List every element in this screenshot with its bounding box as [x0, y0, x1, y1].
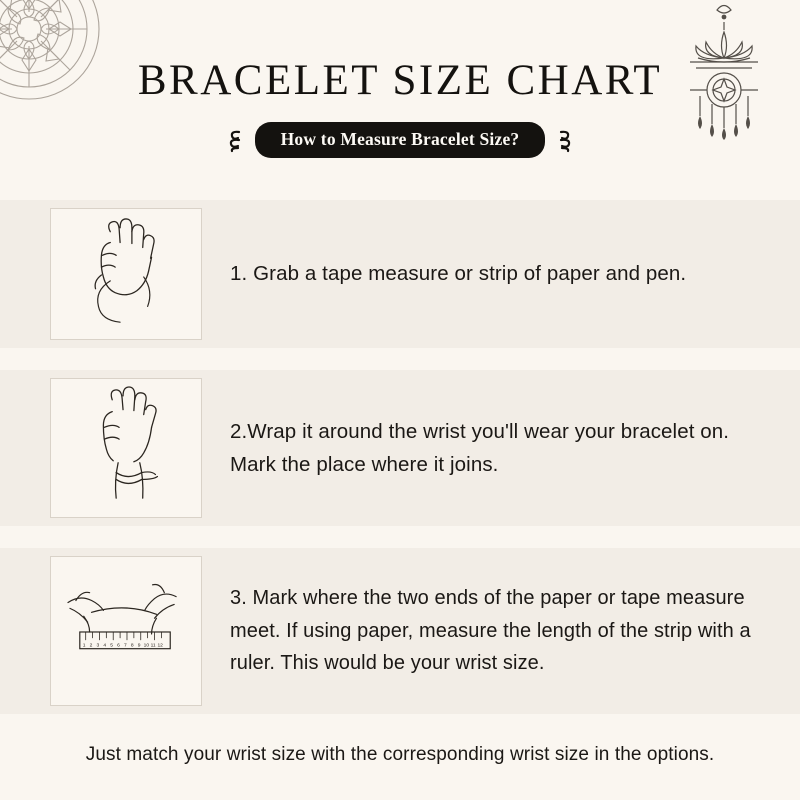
wrist-wrapped-with-tape-illustration: [50, 378, 202, 518]
step-text: 3. Mark where the two ends of the paper or tape measure meet. If using paper, measure the length of the strip with a ruler. This would be your wrist size.: [230, 587, 751, 675]
subtitle-row: [0, 122, 800, 158]
steps-list: [0, 200, 800, 736]
list-item: [0, 200, 800, 348]
swirl-flourish-icon: [217, 127, 243, 153]
svg-text:4: 4: [103, 643, 107, 649]
svg-text:2: 2: [89, 643, 93, 649]
how-to-measure-pill: How to Measure Bracelet Size?: [255, 122, 546, 158]
step-text: 1. Grab a tape measure or strip of paper and pen.: [230, 262, 687, 286]
hands-measuring-strip-with-ruler-illustration: [50, 556, 202, 706]
svg-text:7: 7: [124, 643, 127, 649]
list-item: [0, 370, 800, 526]
list-item: [0, 548, 800, 714]
svg-text:8: 8: [130, 643, 134, 649]
footer-note: Just match your wrist size with the corresponding wrist size in the options.: [85, 744, 715, 765]
page-title: BRACELET SIZE CHART: [137, 57, 663, 104]
svg-text:12: 12: [157, 643, 163, 649]
svg-text:1: 1: [82, 643, 86, 649]
step-text: 2.Wrap it around the wrist you'll wear your bracelet on. Mark the place where it joins.: [230, 419, 730, 476]
hand-holding-tape-measure-illustration: [50, 208, 202, 340]
svg-text:10: 10: [143, 643, 150, 649]
swirl-flourish-icon: [557, 127, 583, 153]
svg-text:9: 9: [137, 643, 141, 649]
svg-text:6: 6: [117, 643, 120, 649]
svg-text:11: 11: [150, 643, 156, 649]
svg-text:5: 5: [110, 643, 114, 649]
svg-text:3: 3: [96, 643, 100, 649]
